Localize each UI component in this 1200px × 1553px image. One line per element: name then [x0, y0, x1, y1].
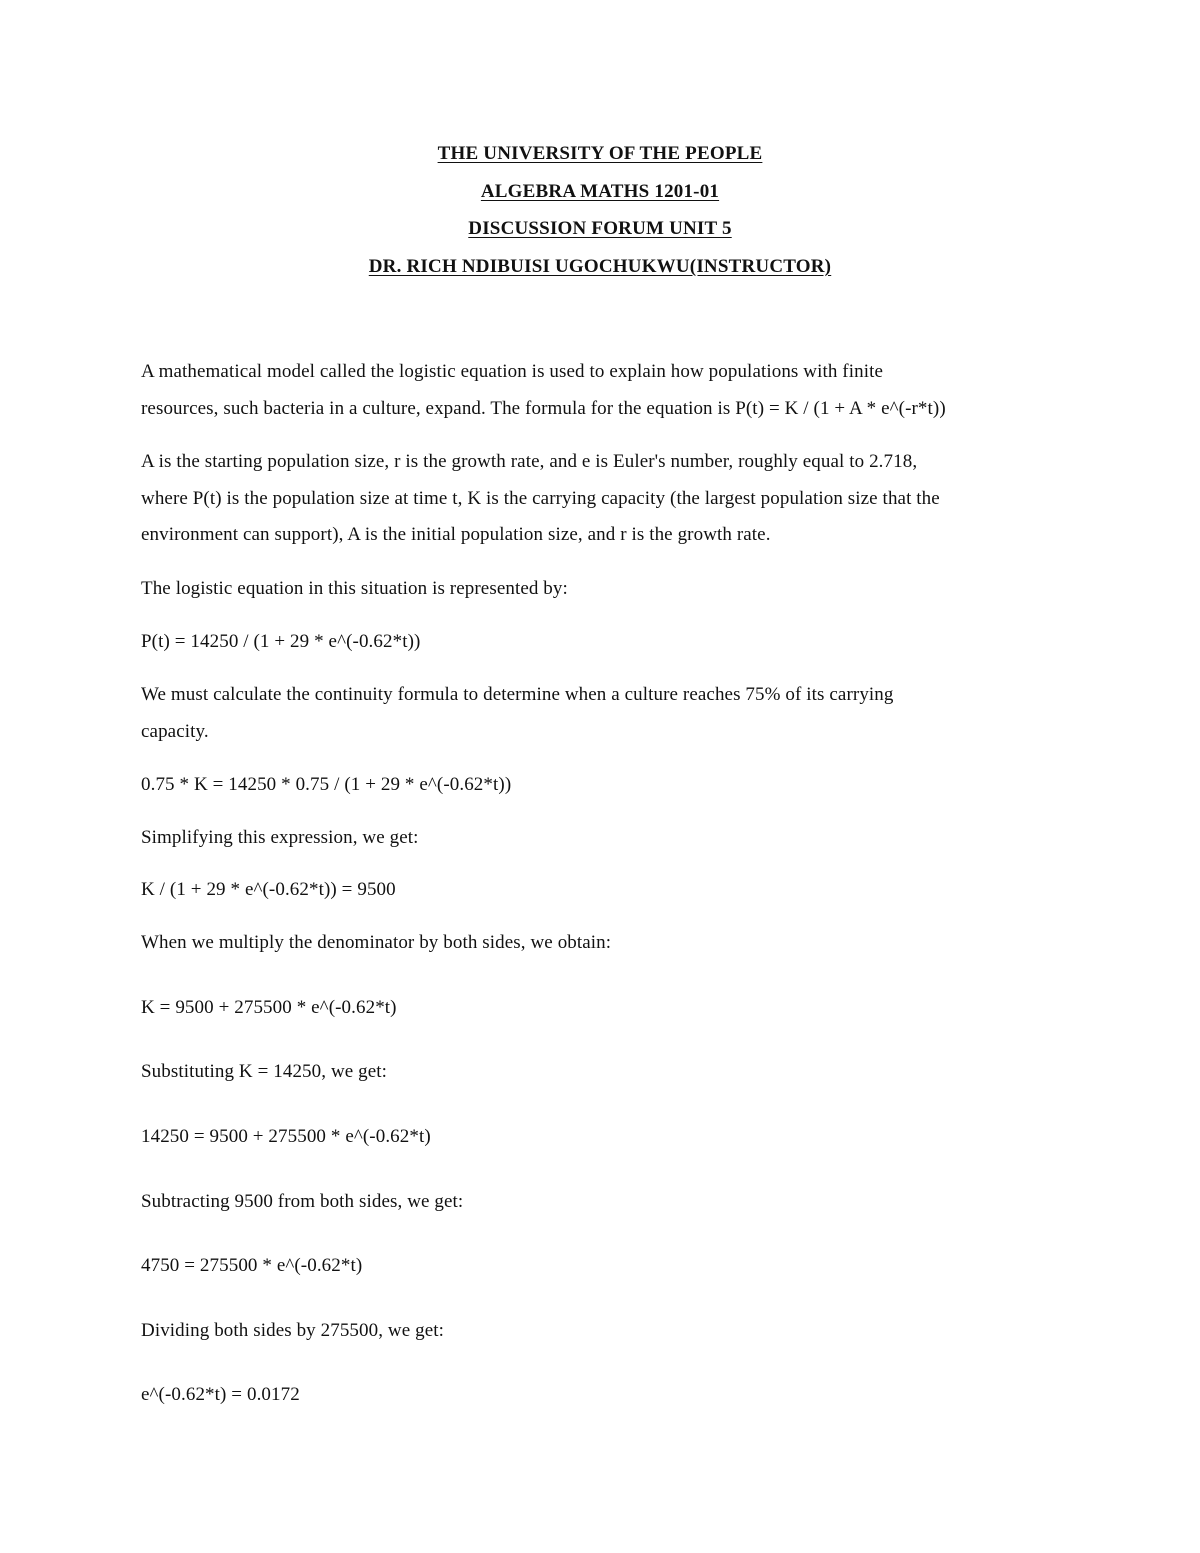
- instructor-name: DR. RICH NDIBUISI UGOCHUKWU(INSTRUCTOR): [368, 256, 832, 277]
- paragraph-line: Substituting K = 14250, we get:: [141, 1061, 388, 1082]
- equation-line: 4750 = 275500 * e^(-0.62*t): [141, 1255, 363, 1276]
- paragraph-line: capacity.: [141, 721, 209, 742]
- equation-line: 14250 = 9500 + 275500 * e^(-0.62*t): [141, 1126, 431, 1147]
- paragraph-line: Dividing both sides by 275500, we get:: [141, 1320, 445, 1341]
- paragraph-line: where P(t) is the population size at time t, K is the carrying capacity (the largest population size that the: [141, 488, 940, 509]
- paragraph-line: The logistic equation in this situation is represented by:: [141, 578, 568, 599]
- paragraph-line: A is the starting population size, r is the growth rate, and e is Euler's number, roughly equal to 2.718,: [141, 451, 918, 472]
- equation-line: e^(-0.62*t) = 0.0172: [141, 1384, 300, 1405]
- paragraph-line: When we multiply the denominator by both sides, we obtain:: [141, 932, 612, 953]
- equation-line: K = 9500 + 275500 * e^(-0.62*t): [141, 997, 397, 1018]
- paragraph-line: We must calculate the continuity formula to determine when a culture reaches 75% of its carrying: [141, 684, 894, 705]
- equation-line: K / (1 + 29 * e^(-0.62*t)) = 9500: [141, 879, 396, 900]
- paragraph-line: resources, such bacteria in a culture, expand. The formula for the equation is P(t) = K / (1 + A * e^(-r*t)): [141, 398, 946, 419]
- paragraph-line: Simplifying this expression, we get:: [141, 827, 419, 848]
- paragraph-line: A mathematical model called the logistic equation is used to explain how populations with finite: [141, 361, 883, 382]
- paragraph-line: Subtracting 9500 from both sides, we get:: [141, 1191, 464, 1212]
- forum-title: DISCUSSION FORUM UNIT 5: [468, 218, 732, 239]
- university-title: THE UNIVERSITY OF THE PEOPLE: [437, 143, 763, 164]
- equation-line: P(t) = 14250 / (1 + 29 * e^(-0.62*t)): [141, 631, 421, 652]
- equation-line: 0.75 * K = 14250 * 0.75 / (1 + 29 * e^(-0.62*t)): [141, 774, 512, 795]
- course-title: ALGEBRA MATHS 1201-01: [480, 181, 720, 202]
- paragraph-line: environment can support), A is the initial population size, and r is the growth rate.: [141, 524, 771, 545]
